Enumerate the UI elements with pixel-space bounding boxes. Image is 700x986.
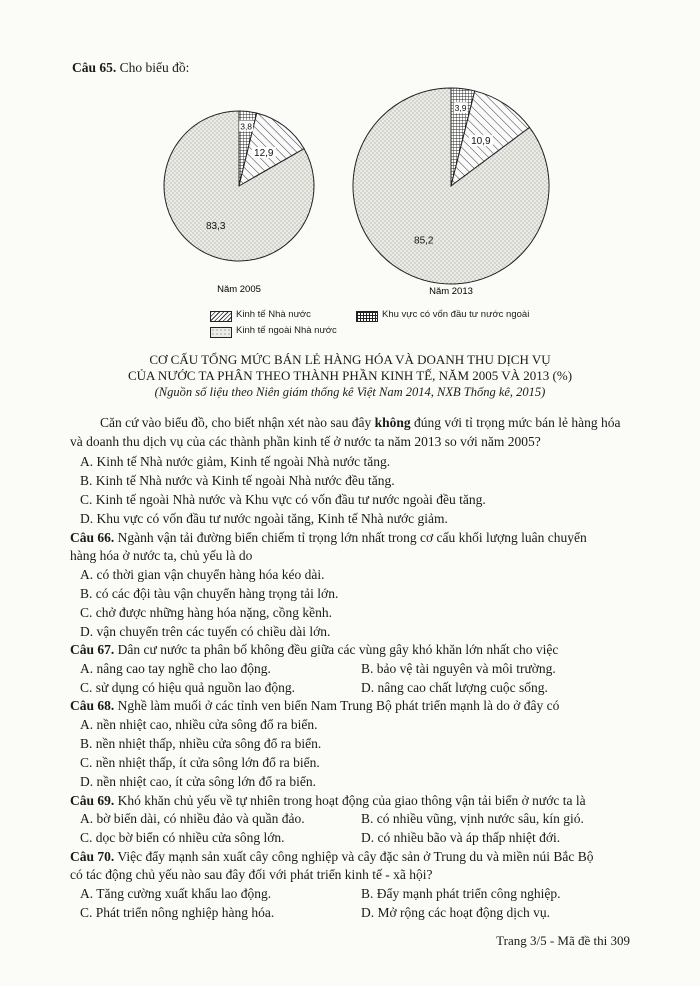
stem-text: Căn cứ vào biểu đồ, cho biết nhận xét nào sau đây [100,415,375,430]
question-65-option-b[interactable]: B. Kinh tế Nhà nước và Kinh tế ngoài Nhà nước đều tăng. [80,473,395,488]
question-65-stem-line1 [100,414,620,432]
question-66-label: Câu 66. [70,530,115,545]
question-70-stem-line2: có tác động chủ yếu nào sau đây đối với phát triển kinh tế - xã hội? [70,867,433,882]
stem-text: đúng với tỉ trọng mức bán lẻ hàng hóa [410,415,621,430]
question-65-option-c[interactable]: C. Kinh tế ngoài Nhà nước và Khu vực có vốn đầu tư nước ngoài đều tăng. [80,492,486,507]
legend-swatch-state [210,311,232,322]
question-69-option-c[interactable]: C. dọc bờ biển có nhiều cửa sông lớn. [80,830,285,845]
question-66-option-a[interactable]: A. có thời gian vận chuyển hàng hóa kéo dài. [80,567,325,582]
question-68-label: Câu 68. [70,698,115,713]
question-67-label: Câu 67. [70,642,115,657]
question-70-option-a[interactable]: A. Tăng cường xuất khẩu lao động. [80,886,272,901]
question-65-label: Câu 65. [72,60,117,75]
question-66-option-c[interactable]: C. chở được những hàng hóa nặng, cồng kềnh. [80,605,332,620]
pie-y2013-label-nonstate: 85,2 [414,235,434,247]
pie-2013-title: Năm 2013 [429,286,473,297]
question-66-stem-line1 [70,529,587,547]
question-68-option-c[interactable]: C. nền nhiệt thấp, ít cửa sông lớn đổ ra biển. [80,755,320,770]
question-65-intro: Cho biểu đồ: [119,60,190,75]
chart-subtitle: CỦA NƯỚC TA PHÂN THEO THÀNH PHẦN KINH TẾ, NĂM 2005 VÀ 2013 (%) [127,368,573,383]
pie-y2005-label-nonstate: 83,3 [205,221,226,233]
question-67-option-a[interactable]: A. nâng cao tay nghề cho lao động. [80,661,271,676]
question-69-option-b[interactable]: B. có nhiều vũng, vịnh nước sâu, kín gió. [361,811,584,826]
chart-legend [200,308,560,338]
stem-text: Khó khăn chủ yếu về tự nhiên trong hoạt động của giao thông vận tải biển ở nước ta là [117,793,586,808]
stem-text: Dân cư nước ta phân bố không đều giữa các vùng gây khó khăn lớn nhất cho việc [117,642,559,657]
question-67-option-d[interactable]: D. nâng cao chất lượng cuộc sống. [361,680,548,695]
pie-y2013-label-foreign: 3,9 [454,103,467,114]
stem-emphasis: không [374,415,411,430]
question-68-option-b[interactable]: B. nền nhiệt thấp, nhiều cửa sông đổ ra biển. [80,736,322,751]
question-68-option-a[interactable]: A. nền nhiệt cao, nhiều cửa sông đổ ra biển. [80,717,318,732]
question-69-option-a[interactable]: A. bờ biển dài, có nhiều đảo và quần đảo. [80,811,305,826]
question-70-label: Câu 70. [70,849,115,864]
question-69-option-d[interactable]: D. có nhiều bão và áp thấp nhiệt đới. [361,830,561,845]
stem-text: Việc đẩy mạnh sản xuất cây công nghiệp và cây đặc sản ở Trung du và miền núi Bắc Bộ [117,849,594,864]
pie-2013 [353,88,549,284]
question-70-stem-line1 [70,848,594,866]
legend-swatch-nonstate [210,327,232,338]
legend-label-state: Kinh tế Nhà nước [236,309,311,320]
question-69-stem [70,792,586,810]
pie-y2005-label-state: 12,9 [254,148,274,160]
question-66-option-d[interactable]: D. vận chuyển trên các tuyến có chiều dài lớn. [80,624,331,639]
stem-text: Nghề làm muối ở các tỉnh ven biển Nam Trung Bộ phát triển mạnh là do ở đây có [117,698,560,713]
question-66-stem-line2: hàng hóa ở nước ta, chủ yếu là do [70,548,253,563]
question-67-option-b[interactable]: B. bảo vệ tài nguyên và môi trường. [361,661,556,676]
question-65-stem-line2: và doanh thu dịch vụ của các thành phần kinh tế ở nước ta năm 2013 so với năm 2005? [70,434,541,449]
pie-y2005-label-foreign: 3,8 [240,121,253,132]
question-65-option-d[interactable]: D. Khu vực có vốn đầu tư nước ngoài tăng, Kinh tế Nhà nước giảm. [80,511,448,526]
question-67-option-c[interactable]: C. sử dụng có hiệu quả nguồn lao động. [80,680,296,695]
chart-title: CƠ CẤU TỔNG MỨC BÁN LẺ HÀNG HÓA VÀ DOANH THU DỊCH VỤ [149,352,551,367]
page-footer: Trang 3/5 - Mã đề thi 309 [496,933,630,948]
legend-swatch-foreign [356,311,378,322]
chart-source: (Nguồn số liệu theo Niên giám thống kê Việt Nam 2014, NXB Thống kê, 2015) [154,385,546,399]
pie-2005 [164,111,314,261]
stem-text: Ngành vận tải đường biển chiếm tỉ trọng lớn nhất trong cơ cấu khối lượng luân chuyển [117,530,587,545]
question-70-option-c[interactable]: C. Phát triển nông nghiệp hàng hóa. [80,905,275,920]
legend-label-nonstate: Kinh tế ngoài Nhà nước [236,325,337,336]
legend-label-foreign: Khu vực có vốn đầu tư nước ngoài [382,309,530,320]
question-70-option-b[interactable]: B. Đẩy mạnh phát triển công nghiệp. [361,886,561,901]
question-65-option-a[interactable]: A. Kinh tế Nhà nước giảm, Kinh tế ngoài Nhà nước tăng. [80,454,391,469]
pie-charts [0,0,700,340]
question-69-label: Câu 69. [70,793,115,808]
pie-y2013-label-state: 10,9 [471,136,491,148]
pie-2005-title: Năm 2005 [217,284,261,295]
question-70-option-d[interactable]: D. Mở rộng các hoạt động dịch vụ. [361,905,550,920]
question-66-option-b[interactable]: B. có các đội tàu vận chuyển hàng trọng tải lớn. [80,586,339,601]
question-68-stem [70,697,559,715]
question-68-option-d[interactable]: D. nền nhiệt cao, ít cửa sông lớn đổ ra biển. [80,774,317,789]
question-67-stem [70,641,558,659]
